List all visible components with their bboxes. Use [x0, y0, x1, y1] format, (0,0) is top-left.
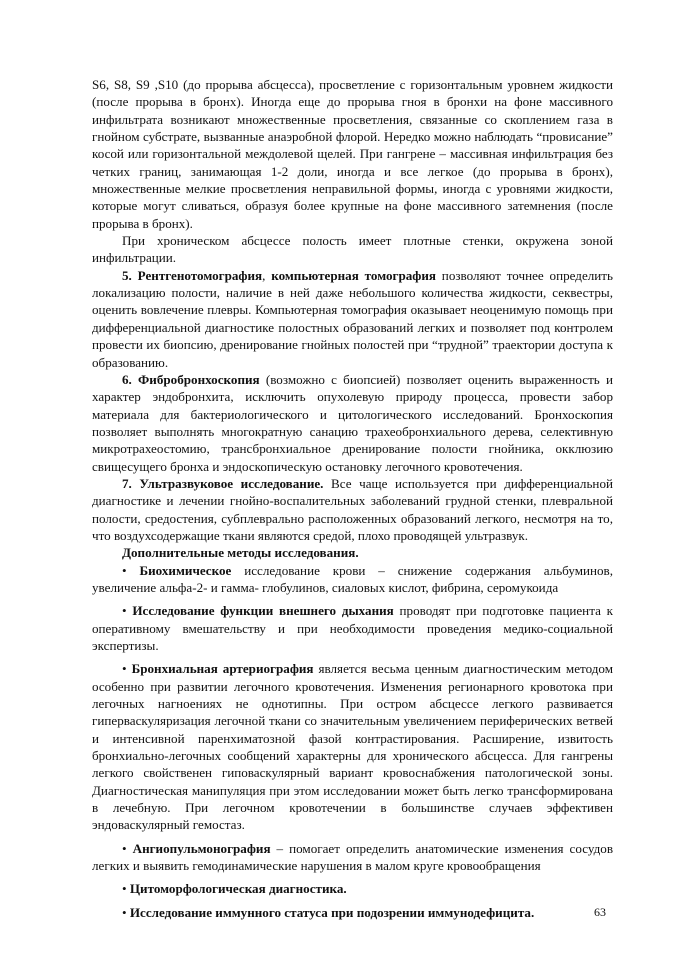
bullet-respiratory-function: • Исследование функции внешнего дыхания проводят при подготовке пациента к оперативному вмешательству и при необходимости проведения медико-социальной экспертизы.	[92, 602, 613, 654]
bullet-biochemical: • Биохимическое исследование крови – снижение содержания альбуминов, увеличение альфа-2- и гамма- глобулинов, сиаловых кислот, фибрина, серомукоида	[92, 562, 613, 597]
section-heading: Дополнительные методы исследования.	[122, 545, 359, 561]
bronchoscopy-heading: 6. Фибробронхоскопия	[122, 371, 260, 387]
bullet-immune-status: • Исследование иммунного статуса при подозрении иммунодефицита.	[92, 904, 613, 921]
bullet-angiopulmonography: • Ангиопульмонография – помогает определить анатомические изменения сосудов легких и выявить гемодинамические нарушения в малом круге кровообращения	[92, 840, 613, 875]
bullet-respiratory-title: • Исследование функции внешнего дыхания	[122, 603, 394, 618]
body-text	[92, 76, 613, 921]
paragraph-chronic-abscess: При хроническом абсцессе полость имеет плотные стенки, окружена зоной инфильтрации.	[92, 233, 613, 266]
bullet-arteriography-title: • Бронхиальная артериография	[122, 661, 314, 676]
ct-heading: 5. Рентгенотомография	[122, 267, 263, 283]
bullet-arteriography: • Бронхиальная артериография является весьма ценным диагностическим методом особенно при развитии легочного кровотечения. Изменения регионарного кровотока при легочных нагноениях не однотипны. При остром абсцессе легкого развивается гиперваскуляризация легочной ткани со значительным увеличением периферических ветвей и интенсивной паренхиматозной фазой контрастирования. Расширение, извитость бронхиально-легочных сообщений характерны для хронического абсцесса. Для гангрены легкого свойственен гиповаскулярный вариант кровоснабжения патологической зоны. Диагностическая манипуляция при этом исследовании может быть легко трансформирована в лечебную. При легочном кровотечении в большинстве случаев эффективен эндоваскулярный гемостаз.	[92, 660, 613, 833]
paragraph-bronchoscopy: 6. Фибробронхоскопия (возможно с биопсией) позволяет оценить выраженность и характер эндобронхита, исключить опухолевую природу процесса, провести забор материала для бактериологического и цитологического исследований. Бронхоскопия позволяет выполнять многократную санацию трахеобронхиального дерева, селективную микротрахеостомию, трансбронхиальное дренирование полости гнойника, окклюзию свищесущего бронха и эндоскопическую остановку легочного кровотечения.	[92, 371, 613, 474]
ultrasound-heading: 7. Ультразвуковое исследование.	[122, 475, 324, 491]
bullet-cytomorphology: • Цитоморфологическая диагностика.	[92, 880, 613, 897]
paragraph-ct: 5. Рентгенотомография, компьютерная томография позволяют точнее определить локализацию полости, наличие в ней даже небольшого количества жидкости, секвестры, оценить вовлечение плевры. Компьютерная томография оказывает неоценимую помощь при дифференциальной диагностике полостных образований легких и позволяет под контролем провести их биопсию, дренирование гнойных полостей при “трудной” траектории доступа к образованию.	[92, 267, 613, 370]
bullet-angio-title: • Ангиопульмонография	[122, 841, 271, 856]
page-number: 63	[594, 905, 606, 919]
paragraph-ultrasound: 7. Ультразвуковое исследование. Все чаще используется при дифференциальной диагностике и лечении гнойно-воспалительных заболеваний грудной стенки, плевральной полости, средостения, субплеврально расположенных образований легкого, несмотря на то, что воздухсодержащие ткани являются средой, плохо проводящей ультразвук.	[92, 475, 613, 543]
bullet-biochemical-title: • Биохимическое	[122, 563, 231, 578]
ct-heading-2: компьютерная томография	[271, 267, 436, 283]
paragraph-xray-findings: S6, S8, S9 ,S10 (до прорыва абсцесса), просветление с горизонтальным уровнем жидкости (после прорыва в бронх). Иногда еще до прорыва гноя в бронхи на фоне массивного инфильтрата возникают множественные просветления, связанные со скоплением газа в гнойном субстрате, вызванные анаэробной флорой. Нередко можно наблюдать “провисание” косой или горизонтальной междолевой щелей. При гангрене – массивная инфильтрация без четких границ, занимающая 1-2 доли, иногда и все легкое (до прорыва в бронх), множественные мелкие просветления неправильной формы, иногда с уровнями жидкости, которые могут сливаться, образуя более крупные на фоне массивного затемнения (после прорыва в бронх).	[92, 77, 613, 231]
